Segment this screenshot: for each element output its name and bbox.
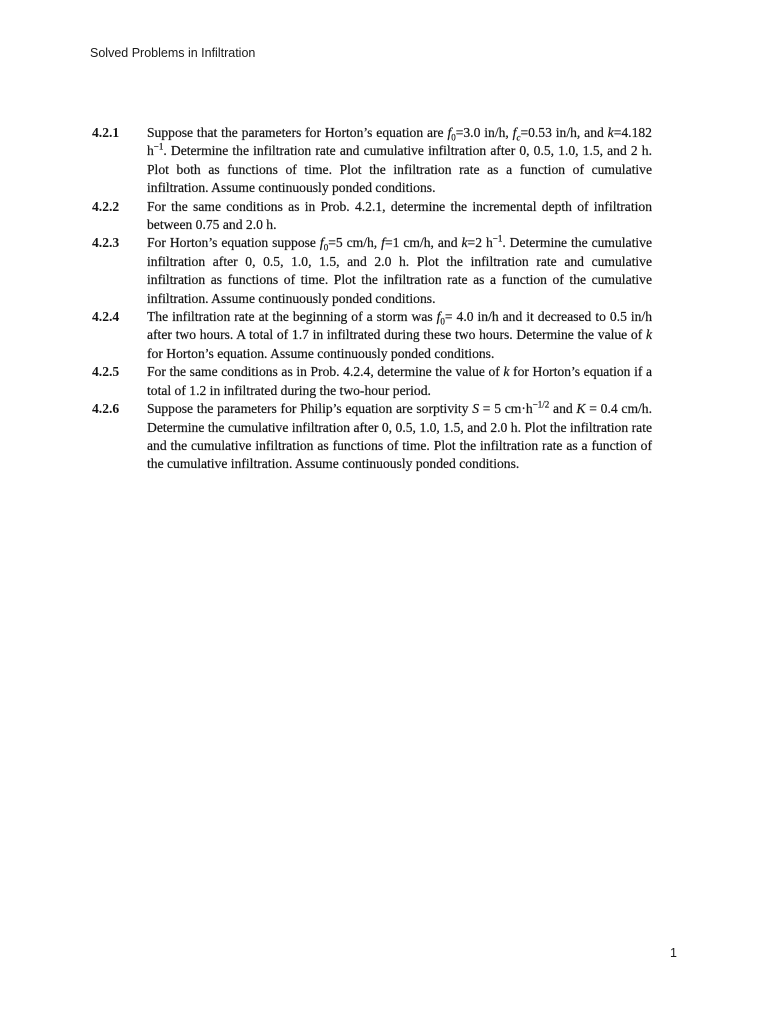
problem-text-segment: f	[381, 235, 385, 251]
problem-number: 4.2.2	[92, 198, 120, 214]
problem-text	[147, 363, 652, 400]
problem-text-segment: k	[461, 235, 468, 251]
problem-text-segment: Suppose that the parameters for Horton’s equation are	[147, 125, 448, 140]
problem-text-segment: = 5 cm·h	[479, 401, 533, 417]
problem-text-segment: Suppose the parameters for Philip’s equation are sorptivity	[147, 401, 473, 417]
problem-text-segment: k	[503, 364, 510, 380]
problem-text-segment: f	[447, 125, 452, 140]
problem-text-segment: f	[319, 235, 324, 251]
problem-item	[92, 363, 652, 400]
problem-text-segment: f	[512, 125, 517, 140]
problem-text-segment: =2 h	[467, 235, 493, 251]
problem-text-segment: for Horton’s equation. Assume continuously ponded conditions.	[147, 345, 495, 361]
problem-text-segment: k	[607, 125, 614, 140]
problem-number: 4.2.6	[92, 401, 120, 417]
problem-text-segment: 0	[323, 243, 329, 254]
problem-number: 4.2.4	[92, 309, 120, 325]
problem-text-segment: =3.0 in/h,	[455, 125, 513, 140]
problem-text-segment: −1/2	[532, 399, 550, 410]
problem-text	[147, 234, 652, 308]
page-number: 1	[670, 946, 677, 960]
problem-item	[92, 308, 652, 363]
problem-text-segment: For Horton’s equation suppose	[147, 235, 320, 251]
problem-text-segment: −1	[492, 233, 503, 244]
problem-text-segment: 0	[440, 316, 445, 327]
problem-text-segment: K	[576, 401, 586, 417]
problem-text-segment: and	[549, 401, 577, 417]
problem-number: 4.2.5	[92, 364, 120, 380]
problem-text-segment: . Determine the cumulative infiltration after 0, 0.5, 1.0, 1.5, and 2.0 h. Plot the infiltration rate and cumulative infiltration as functions of time. Plot the infiltration rate as a function of the cumulative infiltration. Assume continuously ponded conditions.	[147, 235, 652, 306]
problem-text-segment: k	[645, 327, 652, 343]
problem-item	[92, 124, 652, 198]
problem-text	[147, 198, 652, 235]
problem-item	[92, 234, 652, 308]
problem-text-segment: c	[516, 132, 521, 143]
problem-text-segment: =1 cm/h, and	[384, 235, 462, 251]
problem-text-segment: The infiltration rate at the beginning of a storm was	[147, 309, 437, 325]
problem-text-segment: =5 cm/h,	[328, 235, 382, 251]
problem-text-segment: =4.182 h	[147, 125, 652, 159]
problem-text	[147, 124, 652, 198]
problem-text-segment: for Horton’s equation if a total of 1.2 in infiltrated during the two-hour period.	[147, 364, 652, 398]
problem-text-segment: S	[472, 401, 480, 417]
problem-text	[147, 400, 652, 474]
running-header: Solved Problems in Infiltration	[90, 46, 256, 60]
problem-text-segment: −1	[153, 141, 164, 152]
problem-text	[147, 308, 652, 363]
problem-text-segment: For the same conditions as in Prob. 4.2.4, determine the value of	[147, 364, 504, 380]
problem-text-segment: For the same conditions as in Prob. 4.2.1, determine the incremental depth of infiltration between 0.75 and 2.0 h.	[147, 198, 652, 233]
problem-number: 4.2.1	[92, 125, 120, 140]
problem-item	[92, 400, 652, 474]
problem-text-segment: 0	[451, 132, 456, 143]
problem-text-segment: . Determine the infiltration rate and cumulative infiltration after 0, 0.5, 1.0, 1.5, and 2 h. Plot both as functions of time. Plot the infiltration rate as a function of cumulative infiltration. Assume continuously ponded conditions.	[147, 143, 652, 196]
problem-text-segment: =0.53 in/h, and	[520, 125, 608, 140]
problem-text-segment: = 4.0 in/h and it decreased to 0.5 in/h after two hours. A total of 1.7 in infiltrated during these two hours. Determine the value of	[147, 309, 652, 343]
problem-item	[92, 198, 652, 235]
problem-text-segment: f	[436, 309, 441, 325]
problem-list	[92, 124, 652, 474]
problem-text-segment: = 0.4 cm/h. Determine the cumulative infiltration after 0, 0.5, 1.0, 1.5, and 2.0 h. Plot the infiltration rate and the cumulative infiltration as functions of time. Plot the infiltration rate as a function of the cumulative infiltration. Assume continuously ponded conditions.	[147, 401, 652, 472]
problem-number: 4.2.3	[92, 235, 120, 251]
